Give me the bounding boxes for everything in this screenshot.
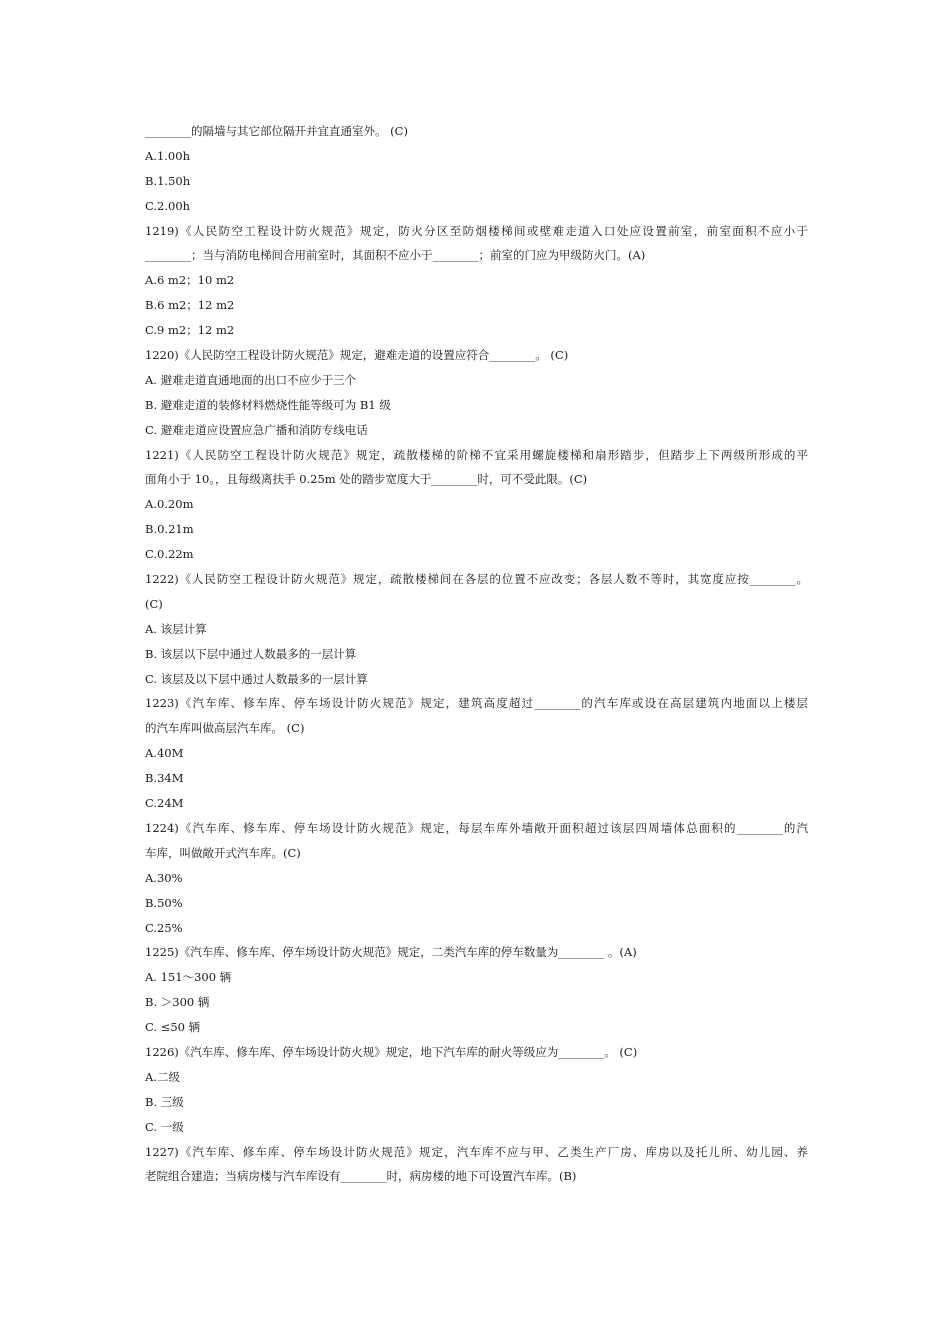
question-line: 1224)《汽车库、修车库、停车场设计防火规范》规定，每层车库外墙敞开面积超过该层四周墙体总面积的________的汽 (145, 820, 808, 835)
option-line: C.2.00h (145, 198, 191, 213)
option-line: A.二级 (145, 1069, 180, 1084)
question-line: 1222)《人民防空工程设计防火规范》规定，疏散楼梯间在各层的位置不应改变；各层人数不等时，其宽度应按________。 (145, 572, 808, 587)
option-line: A.40M (145, 746, 184, 761)
option-line: B.6 m2；12 m2 (145, 298, 235, 313)
question-line: 老院组合建造；当病房楼与汽车库设有________时，病房楼的地下可设置汽车库。(B) (145, 1169, 577, 1184)
option-line: C.0.22m (145, 547, 194, 562)
option-line: B.0.21m (145, 522, 194, 537)
question-line: ________；当与消防电梯间合用前室时，其面积不应小于________；前室的门应为甲级防火门。(A) (145, 248, 646, 263)
question-line: 车库，叫做敞开式汽车库。(C) (145, 845, 301, 860)
option-line: A. 151～300 辆 (145, 970, 232, 985)
option-line: C.24M (145, 796, 184, 811)
option-line: A.30% (145, 870, 183, 885)
option-line: A.6 m2；10 m2 (145, 273, 235, 288)
option-line: B.34M (145, 771, 184, 786)
option-line: A. 该层计算 (145, 621, 207, 636)
question-list (145, 119, 808, 1189)
option-line: C.25% (145, 920, 183, 935)
question-line: 1220)《人民防空工程设计防火规范》规定，避难走道的设置应符合________。 (C) (145, 348, 569, 363)
option-line: A.1.00h (145, 148, 190, 163)
question-line: 的汽车库叫做高层汽车库。 (C) (145, 721, 305, 736)
question-line: 1225)《汽车库、修车库、停车场设计防火规范》规定，二类汽车库的停车数量为________ 。(A) (145, 945, 637, 960)
question-line: 1226)《汽车库、修车库、停车场设计防火规》规定，地下汽车库的耐火等级应为________。 (C) (145, 1044, 638, 1059)
question-line: 1223)《汽车库、修车库、停车场设计防火规范》规定，建筑高度超过________的汽车库或设在高层建筑内地面以上楼层 (145, 696, 808, 711)
question-line: 面角小于 10。，且每级离扶手 0.25m 处的踏步宽度大于________时，可不受此限。(C) (145, 472, 588, 487)
option-line: B. 三级 (145, 1094, 184, 1109)
option-line: C. ≤50 辆 (145, 1020, 201, 1035)
option-line: C. 该层及以下层中通过人数最多的一层计算 (145, 671, 368, 686)
question-line: 1219)《人民防空工程设计防火规范》规定，防火分区至防烟楼梯间或壁难走道入口处应设置前室，前室面积不应小于 (145, 223, 808, 238)
option-line: C. 避难走道应设置应急广播和消防专线电话 (145, 422, 368, 437)
option-line: B.50% (145, 895, 183, 910)
option-line: A.0.20m (145, 497, 194, 512)
option-line: B. 避难走道的装修材料燃烧性能等级可为 B1 级 (145, 397, 391, 412)
option-line: C. 一级 (145, 1119, 184, 1134)
question-line: (C) (145, 596, 163, 611)
option-line: B.1.50h (145, 173, 191, 188)
question-line: 1221)《人民防空工程设计防火规范》规定，疏散楼梯的阶梯不宜采用螺旋楼梯和扇形踏步，但踏步上下两级所形成的平 (145, 447, 808, 462)
option-line: B. 该层以下层中通过人数最多的一层计算 (145, 646, 357, 661)
option-line: A. 避难走道直通地面的出口不应少于三个 (145, 372, 357, 387)
text-line: ________的隔墙与其它部位隔开并宜直通室外。 (C) (145, 124, 408, 138)
option-line: C.9 m2；12 m2 (145, 323, 235, 338)
question-line: 1227)《汽车库、修车库、停车场设计防火规范》规定，汽车库不应与甲、乙类生产厂房、库房以及托儿所、幼儿园、养 (145, 1144, 808, 1159)
option-line: B. ＞300 辆 (145, 995, 210, 1010)
